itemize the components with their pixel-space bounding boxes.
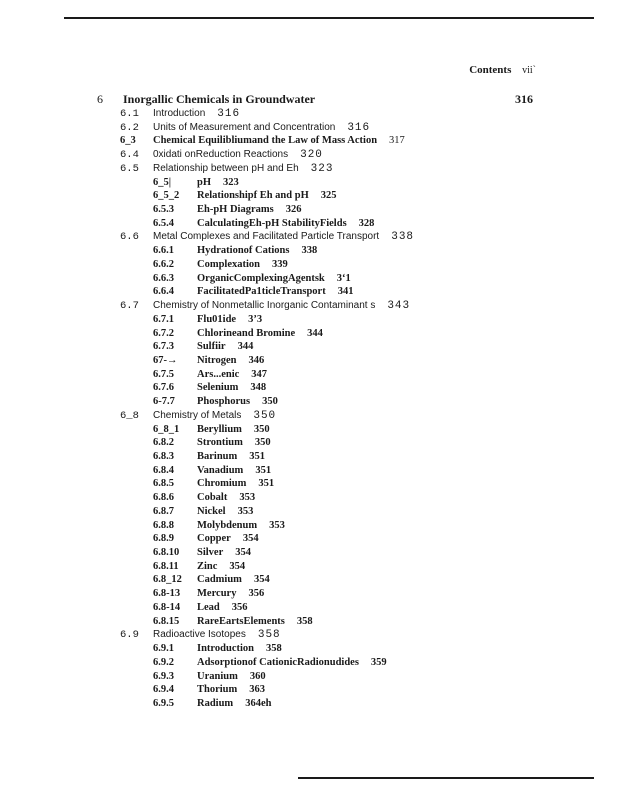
- entry-title: Copper: [197, 533, 231, 545]
- entry-title: Chemistry of Nonmetallic Inorganic Contaminant s: [153, 300, 376, 312]
- toc-subsection-entry[interactable]: [153, 424, 270, 435]
- running-header: [469, 64, 536, 76]
- entry-title: Uranium: [197, 670, 238, 682]
- entry-page: 353: [239, 492, 256, 504]
- entry-page: 353: [269, 519, 285, 531]
- chapter-entry[interactable]: [97, 92, 533, 107]
- entry-page: 317: [389, 135, 405, 147]
- entry-number: 6.5: [120, 162, 139, 175]
- entry-number: 6_3: [120, 135, 136, 147]
- entry-title: Adsorptionof CationicRadionudides: [197, 656, 359, 668]
- entry-page: 358: [266, 643, 282, 655]
- entry-title: Complexation: [197, 258, 260, 270]
- toc-subsection-entry[interactable]: [153, 437, 271, 448]
- entry-page: 356: [231, 601, 248, 613]
- entry-number: 6.9.5: [153, 697, 174, 709]
- entry-title: Lead: [197, 601, 220, 613]
- entry-title: Strontium: [197, 437, 243, 449]
- entry-page: 3’3: [248, 313, 263, 325]
- entry-page: 353: [237, 505, 254, 517]
- header-title: Contents: [469, 64, 512, 76]
- entry-page: 354: [235, 547, 251, 559]
- entry-title: Sulfiir: [197, 341, 226, 353]
- entry-title: Radioactive Isotopes: [153, 629, 246, 641]
- toc-section-entry[interactable]: [120, 410, 276, 422]
- toc-subsection-entry[interactable]: [153, 465, 271, 476]
- toc-subsection-entry[interactable]: [153, 671, 266, 682]
- toc-section-entry[interactable]: [120, 231, 414, 243]
- toc-subsection-entry[interactable]: [153, 245, 317, 256]
- entry-number: 6_8_1: [153, 423, 180, 435]
- entry-title: Chromium: [197, 478, 247, 490]
- entry-title: Relationship between pH and Eh: [153, 162, 299, 174]
- toc-subsection-entry[interactable]: [153, 286, 353, 297]
- entry-title: Beryllium: [197, 423, 242, 435]
- entry-page: 363: [249, 684, 266, 696]
- entry-number: 6.6: [120, 231, 139, 244]
- entry-number: 6.9.4: [153, 684, 174, 696]
- entry-page: 338: [301, 245, 318, 257]
- entry-number: 6.8.5: [153, 478, 174, 490]
- entry-title: Nitrogen: [197, 354, 237, 366]
- toc-subsection-entry[interactable]: [153, 588, 264, 599]
- toc-subsection-entry[interactable]: [153, 561, 245, 572]
- entry-page: 341: [337, 286, 354, 298]
- toc-subsection-entry[interactable]: [153, 684, 265, 695]
- entry-title: OrganicComplexingAgentsk: [197, 272, 325, 284]
- entry-number: 6.8.6: [153, 492, 174, 504]
- entry-page: 316: [347, 121, 371, 134]
- entry-title: 0xidati onReduction Reactions: [153, 149, 289, 161]
- entry-number: 6.7.6: [153, 382, 174, 394]
- entry-title: Chemical Equilibliumand the Law of Mass Action: [153, 135, 378, 147]
- entry-title: Chlorineand Bromine: [197, 327, 296, 339]
- entry-number: 6.8_12: [153, 574, 182, 586]
- entry-title: Barinum: [197, 451, 238, 462]
- entry-page: 346: [248, 354, 265, 366]
- toc-section-entry[interactable]: [120, 629, 281, 641]
- entry-number: 6.7.3: [153, 341, 174, 353]
- entry-number: 6.9.3: [153, 670, 174, 682]
- toc-subsection-entry[interactable]: [153, 314, 262, 325]
- toc-section-entry[interactable]: [120, 163, 333, 175]
- toc-subsection-entry[interactable]: [153, 341, 253, 352]
- entry-number: 6.9.2: [153, 656, 174, 668]
- toc-section-entry[interactable]: [120, 300, 410, 312]
- entry-number: 6.9.1: [153, 643, 174, 655]
- entry-title: Introduction: [153, 108, 206, 119]
- entry-page: 344: [237, 341, 254, 353]
- entry-title: Radium: [197, 697, 234, 709]
- entry-title: Hydrationof Cations: [197, 245, 290, 257]
- entry-number: 6.1: [120, 108, 139, 120]
- entry-page: 350: [253, 423, 270, 435]
- entry-page: 364eh: [245, 697, 272, 709]
- entry-number: 6.8-13: [153, 588, 181, 600]
- entry-page: 358: [257, 629, 281, 642]
- entry-number: 6.8.15: [153, 615, 180, 627]
- entry-title: Eh-pH Diagrams: [197, 204, 274, 216]
- entry-number: 6.4: [120, 149, 139, 162]
- toc-subsection-entry[interactable]: [153, 492, 255, 503]
- entry-title: FacilitatedPa1ticleTransport: [197, 286, 326, 298]
- entry-title: Chemistry of Metals: [153, 409, 242, 421]
- entry-title: Units of Measurement and Concentration: [153, 121, 336, 133]
- entry-title: pH: [197, 176, 212, 188]
- entry-page: 344: [307, 327, 323, 339]
- entry-page: 326: [285, 204, 302, 216]
- entry-number: 67-→: [153, 354, 178, 366]
- entry-number: 6.2: [120, 121, 139, 134]
- entry-number: 6.5.3: [153, 204, 174, 216]
- entry-number: 6.6.2: [153, 258, 174, 270]
- toc-subsection-entry[interactable]: [153, 190, 337, 201]
- entry-title: Flu01ide: [197, 313, 237, 325]
- entry-title: Vanadium: [197, 464, 244, 476]
- toc-subsection-entry[interactable]: [153, 451, 265, 462]
- entry-page: 350: [254, 437, 271, 449]
- entry-page: 323: [223, 176, 239, 188]
- entry-title: CalculatingEh-pH StabilityFields: [197, 217, 347, 229]
- toc-subsection-entry[interactable]: [153, 369, 267, 380]
- entry-number: 6.7.1: [153, 313, 174, 325]
- entry-page: 316: [217, 108, 241, 120]
- entry-title: Introduction: [197, 643, 254, 655]
- chapter-number: 6: [97, 92, 103, 106]
- entry-page: 351: [255, 464, 272, 476]
- toc-subsection-entry[interactable]: [153, 382, 266, 393]
- toc-section-entry[interactable]: [120, 122, 370, 134]
- toc-subsection-entry[interactable]: [153, 547, 251, 558]
- entry-page: 356: [248, 588, 265, 600]
- bottom-rule: [298, 777, 594, 779]
- toc-subsection-entry[interactable]: [153, 602, 248, 613]
- entry-number: 6.8.11: [153, 560, 179, 572]
- entry-page: 328: [358, 217, 375, 229]
- toc-subsection-entry[interactable]: [153, 396, 278, 407]
- entry-number: 6.8.7: [153, 505, 174, 517]
- toc-section-entry[interactable]: [120, 149, 323, 161]
- entry-page: 358: [296, 615, 313, 627]
- entry-number: 6_8: [120, 409, 139, 422]
- entry-page: 354: [242, 533, 259, 545]
- entry-number: 6.8.10: [153, 547, 180, 559]
- entry-page: 351: [258, 478, 275, 490]
- toc-subsection-entry[interactable]: [153, 259, 288, 270]
- toc-subsection-entry[interactable]: [153, 273, 351, 284]
- toc-subsection-entry[interactable]: [153, 533, 259, 544]
- toc-subsection-entry[interactable]: [153, 698, 271, 709]
- entry-title: Thorium: [197, 684, 238, 696]
- entry-number: 6.5.4: [153, 217, 174, 229]
- entry-title: Mercury: [197, 588, 237, 600]
- entry-page: 343: [387, 300, 411, 313]
- entry-number: 6.7.2: [153, 327, 174, 339]
- toc-subsection-entry[interactable]: [153, 574, 270, 585]
- toc-subsection-entry[interactable]: [153, 643, 282, 654]
- entry-title: Selenium: [197, 382, 239, 394]
- entry-number: 6-7.7: [153, 396, 175, 408]
- toc-section-entry[interactable]: [120, 135, 405, 146]
- toc-subsection-entry[interactable]: [153, 355, 264, 366]
- entry-page: 354: [229, 560, 246, 572]
- toc-subsection-entry[interactable]: [153, 520, 285, 531]
- entry-number: 6.8.9: [153, 533, 174, 545]
- entry-title: Cobalt: [197, 492, 228, 504]
- entry-page: 339: [272, 258, 288, 270]
- toc-section-entry[interactable]: [120, 108, 240, 120]
- entry-title: Relationshipf Eh and pH: [197, 190, 309, 202]
- entry-page: 348: [250, 382, 267, 394]
- entry-number: 6.8-14: [153, 601, 181, 613]
- entry-number: 6_5|: [153, 176, 172, 188]
- entry-page: 359: [370, 656, 387, 668]
- toc-subsection-entry[interactable]: [153, 657, 387, 668]
- entry-title: Molybdenum: [197, 519, 258, 531]
- entry-page: 325: [320, 190, 337, 202]
- entry-number: 6.6.4: [153, 286, 174, 298]
- entry-number: 6.6.3: [153, 272, 174, 284]
- top-rule: [64, 17, 594, 19]
- entry-title: Ars...enic: [197, 368, 240, 380]
- entry-number: 6.8.8: [153, 519, 174, 531]
- entry-page: 354: [253, 574, 270, 586]
- entry-number: 6.8.2: [153, 437, 174, 449]
- entry-page: 347: [251, 368, 268, 380]
- toc-subsection-entry[interactable]: [153, 328, 323, 339]
- entry-number: 6.9: [120, 629, 139, 642]
- entry-title: Silver: [197, 547, 224, 559]
- entry-title: Cadmium: [197, 574, 242, 586]
- entry-page: 338: [391, 231, 415, 244]
- entry-title: Zinc: [197, 560, 218, 572]
- entry-page: 3‘1: [336, 272, 351, 284]
- entry-number: 6.8.3: [153, 451, 174, 462]
- entry-number: 6.8.4: [153, 464, 174, 476]
- entry-page: 350: [253, 409, 277, 422]
- entry-number: 6.7.5: [153, 368, 174, 380]
- header-page-number: vii`: [522, 65, 536, 76]
- toc-subsection-entry[interactable]: [153, 204, 301, 215]
- entry-title: RareEartsElements: [197, 615, 285, 627]
- chapter-page: 316: [515, 92, 533, 106]
- toc-subsection-entry[interactable]: [153, 616, 313, 627]
- toc-subsection-entry[interactable]: [153, 218, 374, 229]
- entry-number: 6.6.1: [153, 245, 174, 257]
- toc-subsection-entry[interactable]: [153, 177, 239, 188]
- entry-page: 350: [262, 396, 278, 408]
- chapter-title: Inorgallic Chemicals in Groundwater: [123, 92, 316, 106]
- toc-subsection-entry[interactable]: [153, 506, 253, 517]
- entry-page: 360: [249, 670, 266, 682]
- entry-page: 323: [310, 162, 334, 175]
- entry-page: 320: [300, 149, 323, 162]
- entry-title: Metal Complexes and Facilitated Particle Transport: [153, 231, 380, 243]
- entry-number: 6.7: [120, 300, 139, 313]
- entry-title: Phosphorus: [197, 396, 251, 408]
- entry-page: 351: [249, 451, 266, 462]
- toc-subsection-entry[interactable]: [153, 478, 274, 489]
- entry-number: 6_5_2: [153, 190, 180, 202]
- entry-title: Nickel: [197, 505, 226, 517]
